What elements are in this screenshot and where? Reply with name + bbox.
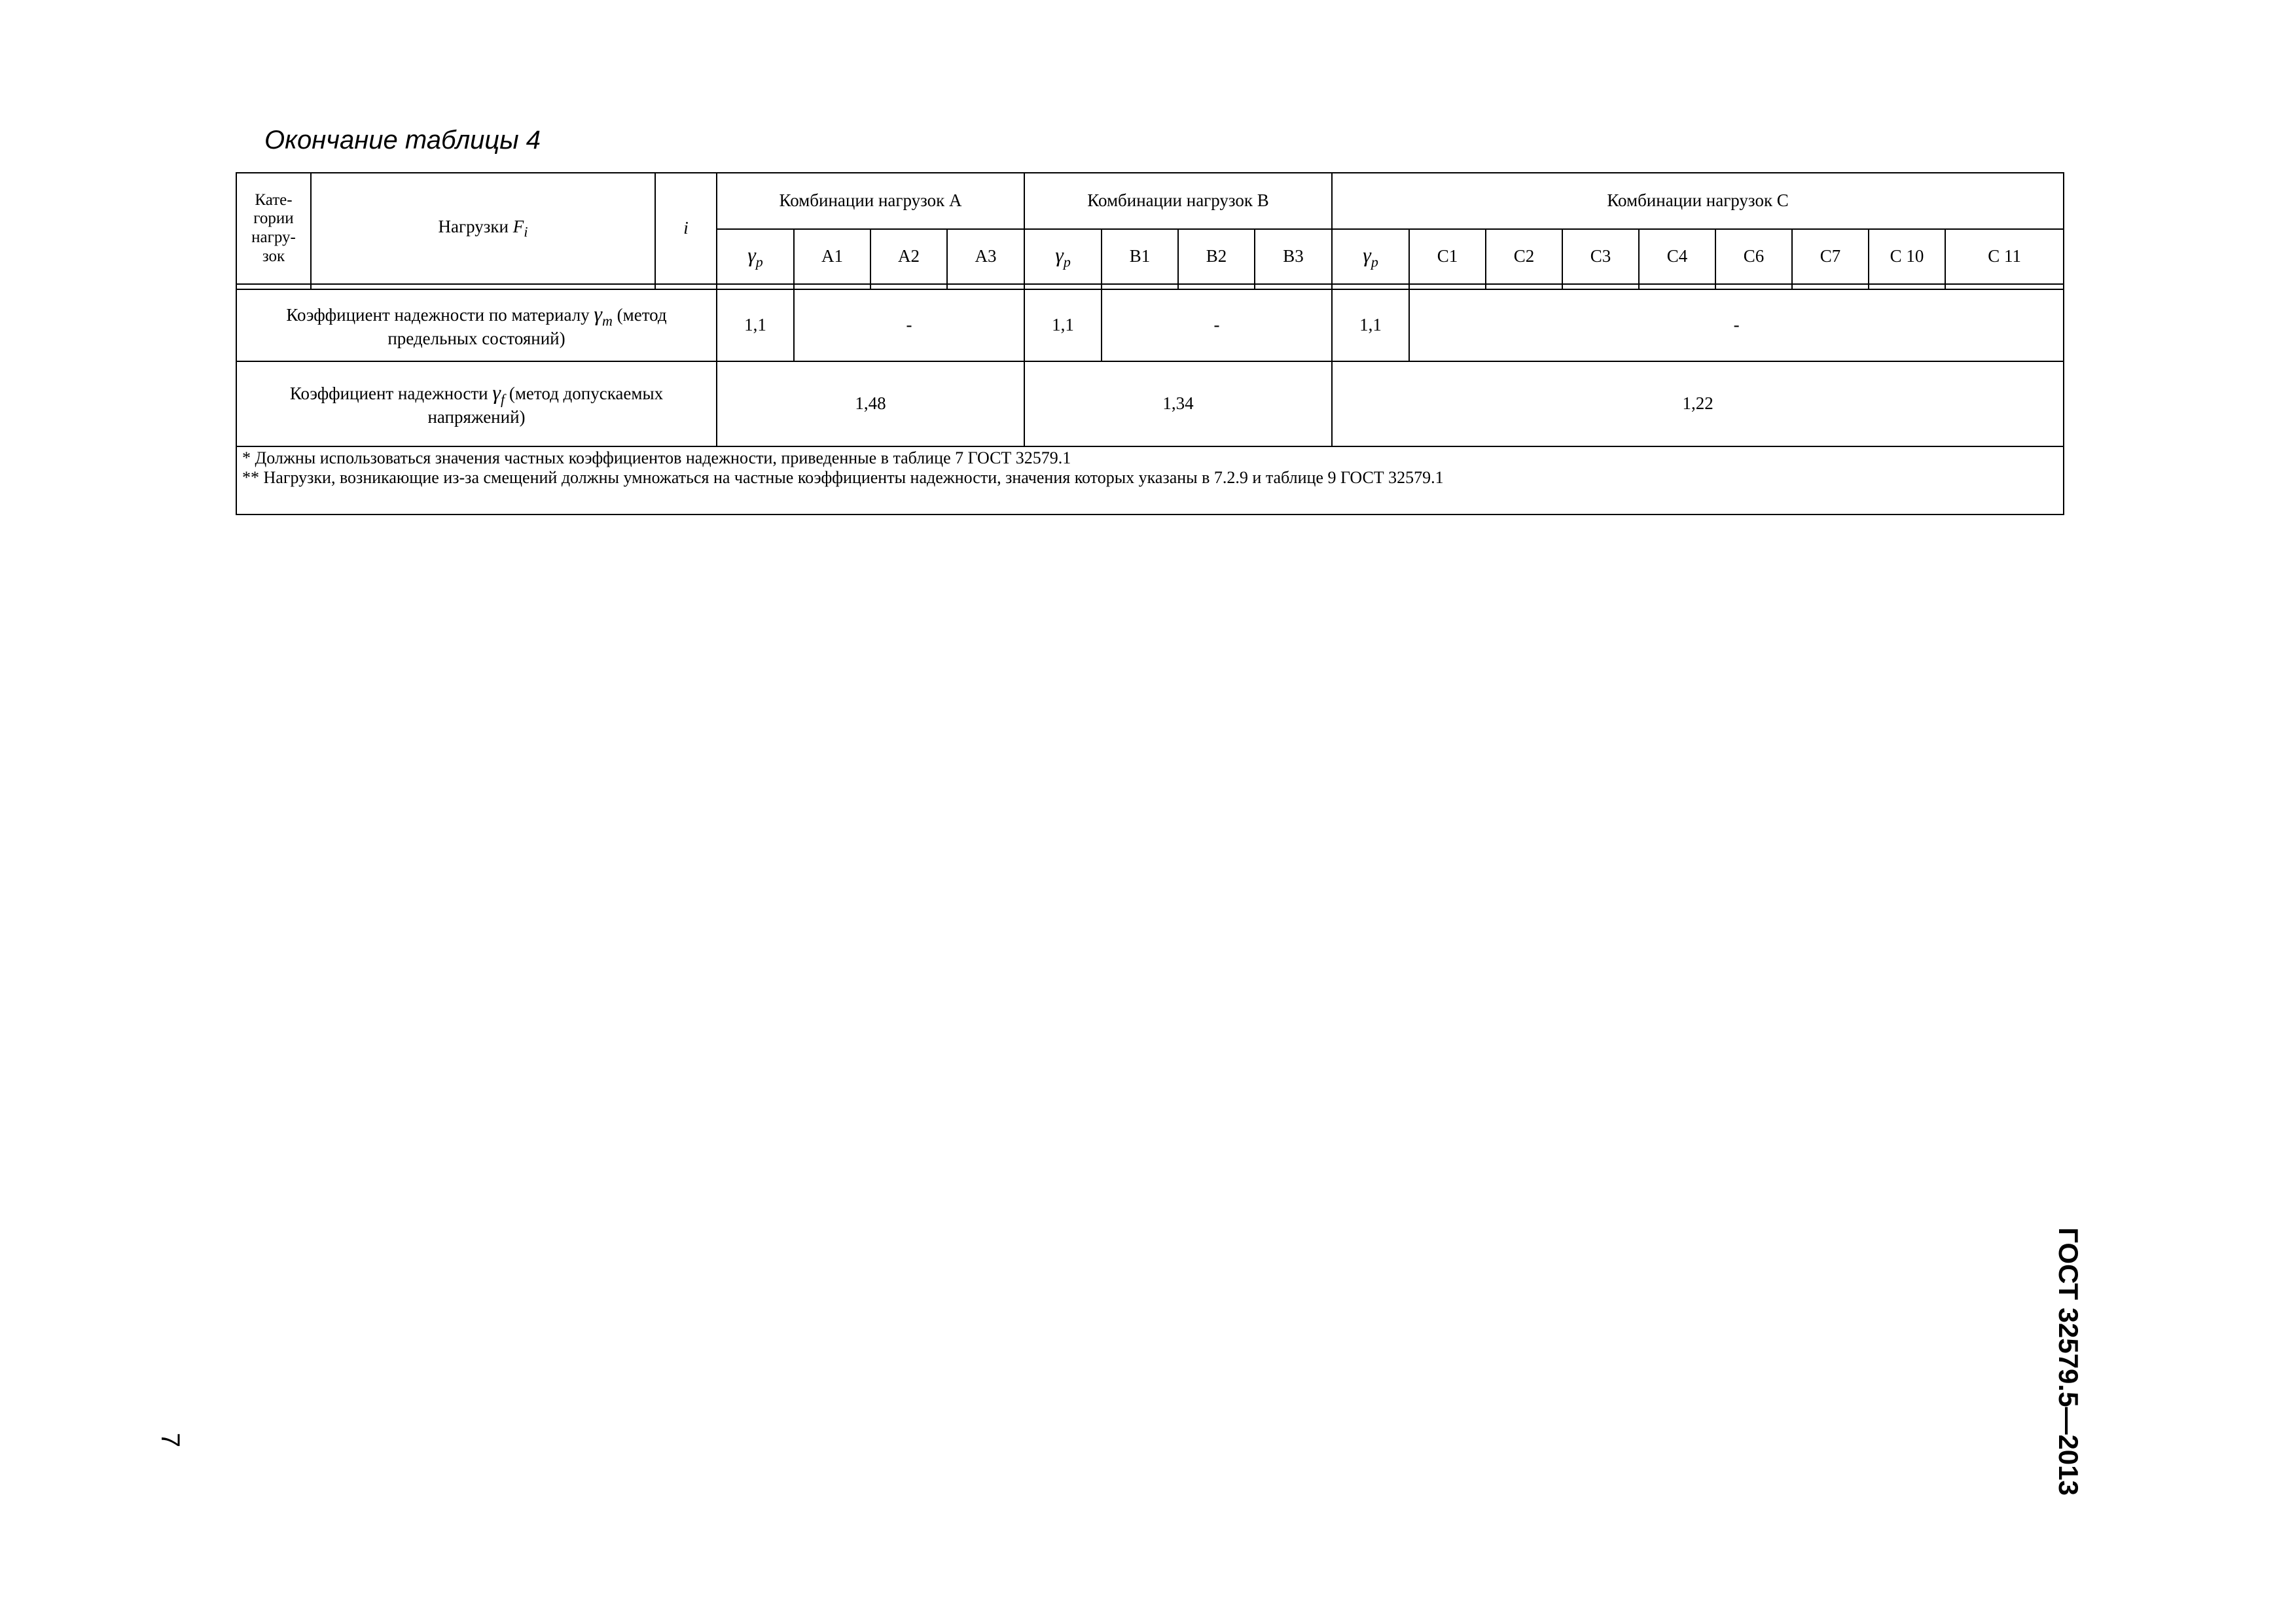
header-col-a1: A1 [794, 229, 870, 284]
header-gamma-c [1332, 229, 1409, 284]
table-notes [236, 446, 2064, 514]
header-group-c: Комбинации нагрузок C [1332, 173, 2064, 229]
row-material-b-rest: - [1102, 289, 1332, 361]
table-row [236, 361, 2064, 446]
sep-cell [1178, 284, 1255, 289]
header-col-c10: C 10 [1869, 229, 1945, 284]
row-allowable-b: 1,34 [1024, 361, 1332, 446]
gamma-sub: p [1063, 253, 1071, 270]
header-col-b2: B2 [1178, 229, 1255, 284]
header-col-b1: B1 [1102, 229, 1178, 284]
note-1: * Должны использоваться значения частных коэффициентов надежности, приведенные в таблице 7 ГОСТ 32579.1 [242, 448, 1071, 467]
gamma-symbol: γ [594, 301, 603, 325]
table-row [236, 289, 2064, 361]
header-loads [311, 173, 655, 284]
sep-cell [655, 284, 717, 289]
header-col-a3: A3 [947, 229, 1024, 284]
row-material-label [236, 289, 717, 361]
table-notes-row [236, 446, 2064, 514]
header-separator [236, 284, 2064, 289]
sep-cell [1715, 284, 1792, 289]
gamma-symbol: γ [492, 380, 501, 404]
sep-cell [1562, 284, 1639, 289]
row-material-b-gamma: 1,1 [1024, 289, 1102, 361]
sep-cell [947, 284, 1024, 289]
row-material-c-rest: - [1409, 289, 2064, 361]
sep-cell [1102, 284, 1178, 289]
header-group-b: Комбинации нагрузок B [1024, 173, 1332, 229]
gamma-sub: m [602, 312, 613, 329]
sep-cell [870, 284, 947, 289]
sep-cell [1869, 284, 1945, 289]
sep-cell [1255, 284, 1332, 289]
row-allowable-label [236, 361, 717, 446]
table-caption: Окончание таблицы 4 [264, 126, 541, 154]
header-loads-label: Нагрузки [438, 216, 513, 236]
sep-cell [1792, 284, 1869, 289]
header-col-c1: C1 [1409, 229, 1486, 284]
header-loads-sub: i [524, 223, 528, 240]
row-material-a-rest: - [794, 289, 1024, 361]
row-material-label-prefix: Коэффициент надежности по материалу [286, 304, 594, 325]
header-category [236, 173, 311, 284]
row-material-a-gamma: 1,1 [717, 289, 794, 361]
header-index: i [655, 173, 717, 284]
sep-cell [1945, 284, 2064, 289]
header-col-c2: C2 [1486, 229, 1562, 284]
header-col-c4: C4 [1639, 229, 1715, 284]
sep-cell [717, 284, 794, 289]
header-loads-symbol: F [512, 216, 524, 236]
header-col-a2: A2 [870, 229, 947, 284]
row-allowable-c: 1,22 [1332, 361, 2064, 446]
sep-cell [311, 284, 655, 289]
header-col-c11: C 11 [1945, 229, 2064, 284]
sep-cell [1024, 284, 1102, 289]
gamma-symbol: γ [1055, 243, 1064, 267]
gamma-symbol: γ [747, 243, 756, 267]
sep-cell [1639, 284, 1715, 289]
header-gamma-b [1024, 229, 1102, 284]
sep-cell [794, 284, 870, 289]
loads-table [236, 172, 2064, 515]
page-number: 7 [156, 1432, 185, 1448]
note-2: ** Нагрузки, возникающие из-за смещений должны умножаться на частные коэффициенты надежности, значения которых указаны в 7.2.9 и таблице 9 ГОСТ 32579.1 [242, 467, 1444, 487]
header-col-c7: C7 [1792, 229, 1869, 284]
row-allowable-label-prefix: Коэффициент надежности [289, 383, 493, 403]
row-material-c-gamma: 1,1 [1332, 289, 1409, 361]
row-material-label-suffix: (метод предельных состояний) [387, 304, 667, 349]
gamma-sub: p [1371, 253, 1378, 270]
header-col-c6: C6 [1715, 229, 1792, 284]
sep-cell [236, 284, 311, 289]
document-code: ГОСТ 32579.5—2013 [2053, 1227, 2084, 1496]
header-col-c3: C3 [1562, 229, 1639, 284]
row-allowable-symbol [492, 380, 505, 408]
gamma-symbol: γ [1363, 243, 1371, 267]
sep-cell [1332, 284, 1409, 289]
header-gamma-a [717, 229, 794, 284]
gamma-sub: p [755, 253, 763, 270]
row-allowable-a: 1,48 [717, 361, 1024, 446]
header-category-text: Кате- гории нагру- зок [251, 190, 296, 265]
sep-cell [1486, 284, 1562, 289]
row-material-symbol [594, 301, 613, 329]
header-group-a: Комбинации нагрузок A [717, 173, 1024, 229]
sep-cell [1409, 284, 1486, 289]
header-col-b3: B3 [1255, 229, 1332, 284]
row-allowable-label-suffix: (метод допускаемых напряжений) [427, 383, 664, 427]
gamma-sub: f [500, 391, 505, 408]
